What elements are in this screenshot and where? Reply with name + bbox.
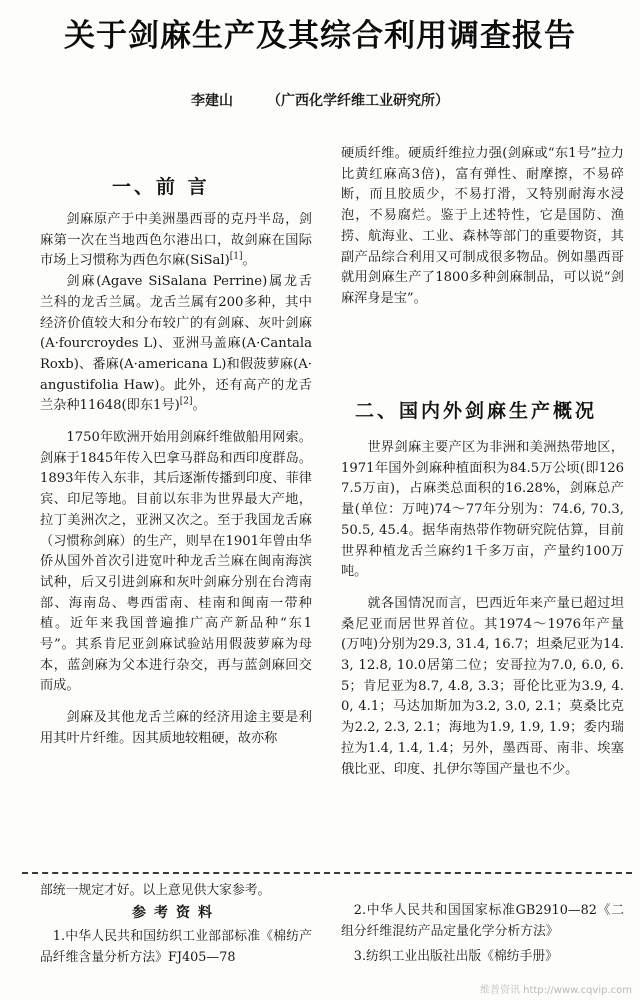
section-2-heading: 二、国内外剑麻生产概况 <box>355 400 598 422</box>
section-2-paragraph-2: 就各国情况而言，巴西近年来产量已超过坦桑尼亚而居世界首位。其1974～1976年产量(万吨)分别为29.3, 31.4, 16.7；坦桑尼亚为14.3, 12.8, 10.0居第二位；安哥拉为7.0, 6.0, 6.5；肯尼亚为8.7, 4.8, 3.3；哥伦比亚为3.9, 4.0, 4.1；马达加斯加为3.2, 3.0, 2.1；莫桑比克为2.2, 2.3, 2.1；海地为1.9, 1.9, 1.9；委内瑞拉为1.4, 1.4, 1.4；另外，墨西哥、南非、埃塞俄比亚、印度、扎伊尔等国产量也不少。 <box>341 595 624 777</box>
previous-article-continuation: 部统一规定才好。以上意见供大家参考。 <box>40 883 271 898</box>
footer-left <box>40 880 312 968</box>
section-1-continuation: 硬质纤维。硬质纤维拉力强(剑麻或“东1号”拉力比黄红麻高3倍)，富有弹性、耐摩擦，不易碎断，而且胶质少，不易打滑，又特别耐海水浸泡，不易腐烂。鉴于上述特性，它是国防、渔捞、航海业、工业、森林等部门的重要物资，其副产品综合利用又可制成很多物品。例如墨西哥就用剑麻生产了1800多种剑麻制品，可以说“剑麻浑身是宝”。 <box>341 146 624 306</box>
reference-marker-1: [1] <box>229 252 243 263</box>
section-1-paragraph-4: 剑麻及其他龙舌兰麻的经济用途主要是利用其叶片纤维。因其质地较粗硬，故亦称 <box>40 710 312 746</box>
author-name: 李建山 <box>191 93 233 109</box>
author-affiliation: （广西化学纤维工业研究所） <box>267 93 449 109</box>
reference-2: 2.中华人民共和国国家标准GB2910—82《二组分纤维混纺产品定量化学分析方法》 <box>341 903 624 939</box>
right-column-top <box>341 144 624 310</box>
left-column <box>40 210 312 750</box>
section-1-paragraph-1: 剑麻原产于中美洲墨西哥的克丹半岛，剑麻第一次在当地西色尔港出口，故剑麻在国际市场上习惯称为西色尔麻(SiSal)[1]。 <box>40 212 312 269</box>
section-1-paragraph-2: 剑麻(Agave SiSalana Perrine)属龙舌兰科的龙舌兰属。龙舌兰属有200多种，其中经济价值较大和分布较广的有剑麻、灰叶剑麻(A·fourcroydes L)、亚洲马盖麻(A·Cantala Roxb)、番麻(A·americana L)和假菠萝麻(A·angustifolia Haw)。此外，还有高产的龙舌兰杂种11648(即东1号)[2]。 <box>40 274 312 414</box>
watermark: 维普资讯 http://www.cqvip.com <box>479 985 632 996</box>
author-line <box>0 90 640 110</box>
footer-right <box>341 900 624 967</box>
paper-title: 关于剑麻生产及其综合利用调查报告 <box>64 18 576 54</box>
reference-1: 1.中华人民共和国纺织工业部部标准《棉纺产品纤维含量分析方法》FJ405—78 <box>40 929 312 965</box>
section-1-paragraph-3: 1750年欧洲开始用剑麻纤维做船用网索。剑麻于1845年传入巴拿马群岛和西印度群岛。1893年传入东非，其后逐渐传播到印度、菲律宾、印尼等地。目前以东非为世界最大产地，拉丁美洲次之，亚洲又次之。至于我国龙舌麻（习惯称剑麻）的生产，则早在1901年曾由华侨从国外首次引进宽叶种龙舌兰麻在闽南海滨试种，后又引进剑麻和灰叶剑麻分别在台湾南部、海南岛、粤西雷南、桂南和闽南一带种植。近年来我国普遍推广高产新品种“东1号”。其系肯尼亚剑麻试验站用假菠萝麻为母本，蓝剑麻为父本进行杂交，再与蓝剑麻回交而成。 <box>40 430 312 694</box>
reference-3: 3.纺织工业出版社出版《棉纺手册》 <box>353 949 558 964</box>
right-column-bottom <box>341 438 624 780</box>
reference-marker-2: [2] <box>179 396 193 407</box>
references-heading: 参考资料 <box>132 905 220 921</box>
section-2-paragraph-1: 世界剑麻主要产区为非洲和美洲热带地区，1971年国外剑麻种植面积为84.5万公顷(即1267.5万亩)，占麻类总面积的16.28%，剑麻总产量(单位：万吨)74～77年分别为：74.6, 70.3, 50.5, 45.4。据华南热带作物研究院估算，目前世界种植龙舌兰麻约1千多万亩，产量约100万吨。 <box>341 440 624 580</box>
section-1-heading: 一、前 言 <box>112 176 210 198</box>
footer-divider <box>22 872 632 874</box>
